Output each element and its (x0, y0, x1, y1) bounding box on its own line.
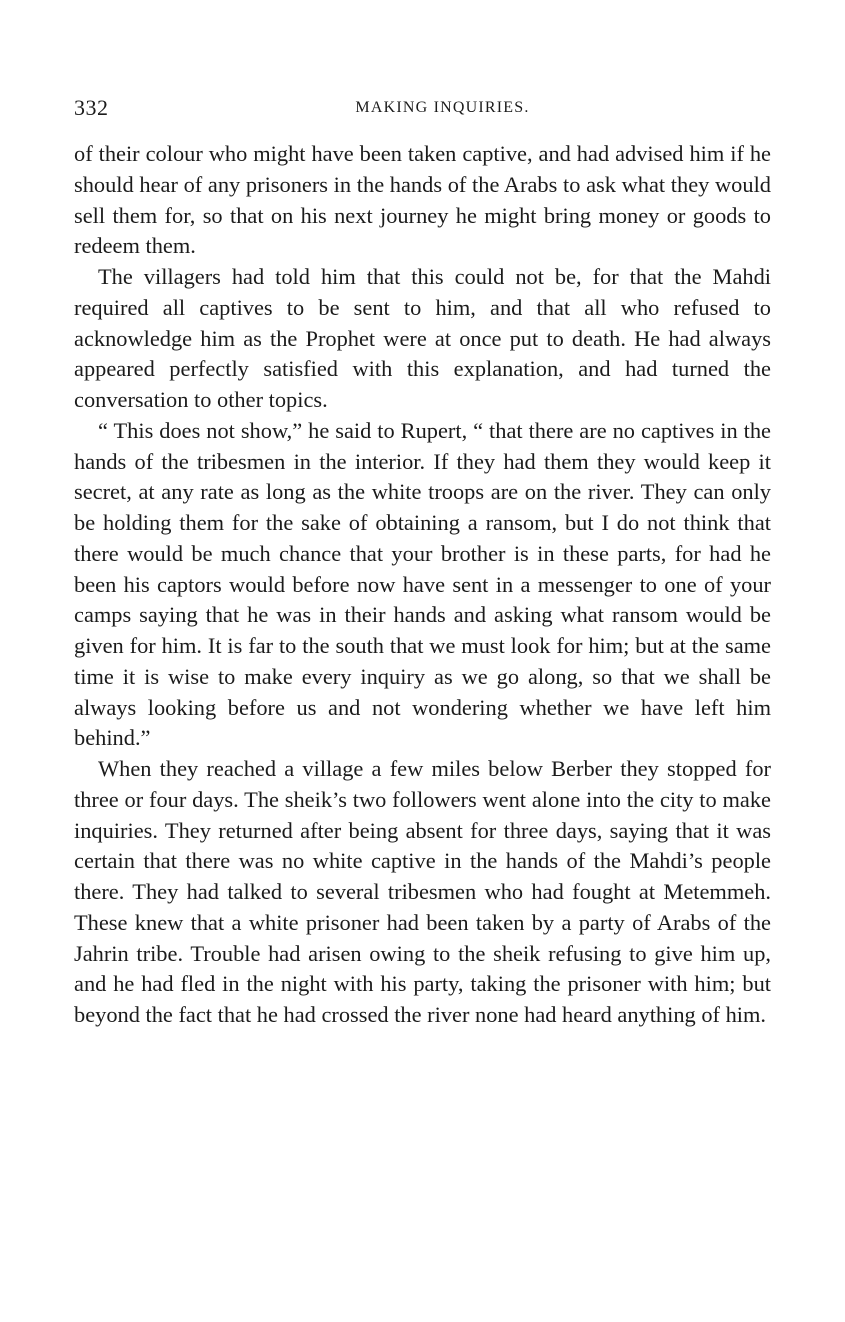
paragraph-continued: of their colour who might have been taken captive, and had advised him if he should hear of any prisoners in the hands of the Arabs to ask what they would sell them for, so that on his next journey he might bring money or goods to redeem them. (74, 141, 771, 259)
paragraph: The villagers had told him that this could not be, for that the Mahdi required all captives to be sent to him, and that all who refused to acknowledge him as the Prophet were at once put to death. He had always appeared perfectly satisfied with this explanation, and had turned the conversation to other topics. (74, 264, 771, 412)
body-text (74, 139, 771, 1031)
paragraph: “ This does not show,” he said to Rupert, “ that there are no captives in the hands of the tribesmen in the interior. If they had them they would keep it secret, at any rate as long as the white troops are on the river. They can only be holding them for the sake of obtaining a ransom, but I do not think that there would be much chance that your brother is in these parts, for had he been his captors would before now have sent in a messenger to one of your camps saying that he was in their hands and asking what ransom would be given for him. It is far to the south that we must look for him; but at the same time it is wise to make every inquiry as we go along, so that we shall be always looking before us and not wondering whether we have left him behind.” (74, 417, 771, 751)
page-number: 332 (74, 95, 109, 120)
running-title: MAKING INQUIRIES. (355, 99, 530, 116)
paragraph: When they reached a village a few miles below Berber they stopped for three or four days. The sheik’s two followers went alone into the city to make inquiries. They returned after being absent for three days, saying that it was certain that there was no white captive in the hands of the Mahdi’s people there. They had talked to several tribesmen who had fought at Metemmeh. These knew that a white prisoner had been taken by a party of Arabs of the Jahrin tribe. Trouble had arisen owing to the sheik refusing to give him up, and he had fled in the night with his party, taking the prisoner with him; but beyond the fact that he had crossed the river none had heard anything of him. (74, 756, 771, 1027)
page-content (74, 95, 771, 1031)
running-header (74, 95, 771, 125)
